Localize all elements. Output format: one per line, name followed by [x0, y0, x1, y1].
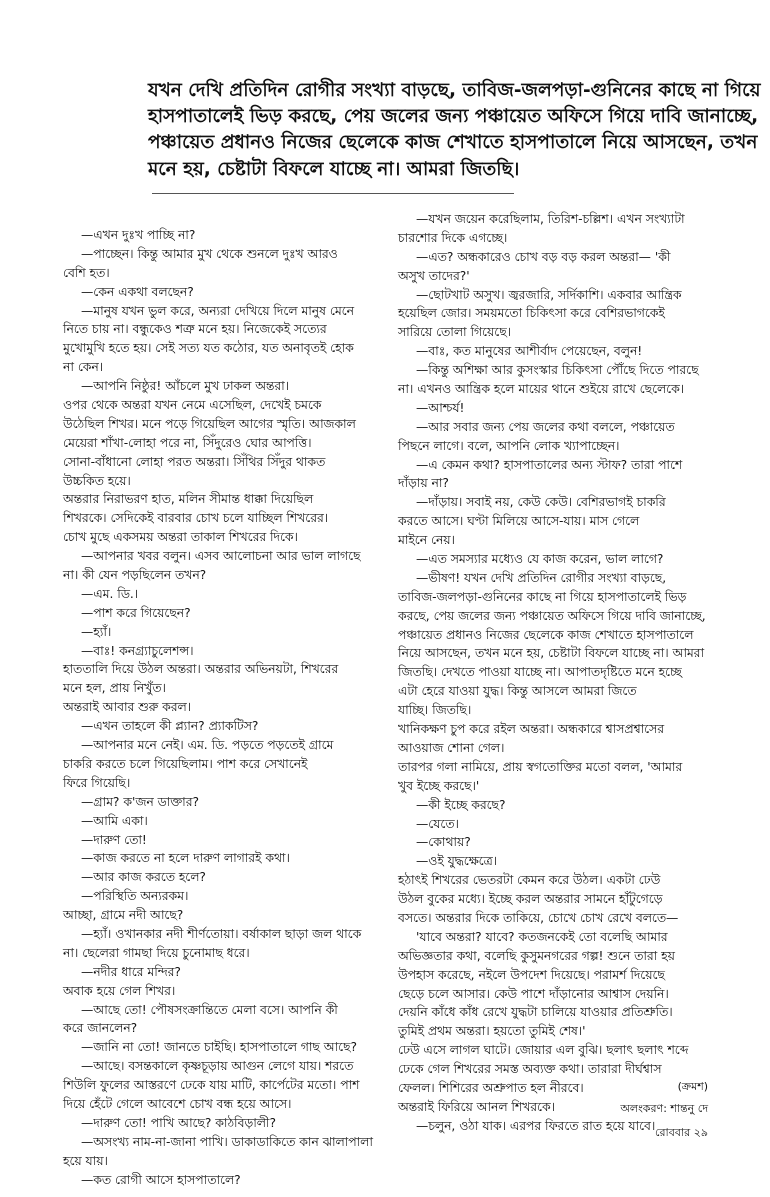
text-line: বেশি হত। [63, 265, 110, 280]
text-line: —ভীষণ! যখন দেখি প্রতিদিন রোগীর সংখ্যা বাড়ছে, [416, 570, 667, 585]
text-line: পিছনে লাগে। বলে, আপনি লোক খ্যাপাচ্ছেন। [398, 438, 620, 453]
text-line: এটা হেরে যাওয়া যুদ্ধ। কিন্তু আসলে আমরা জিতে [398, 684, 637, 699]
pull-quote-line: যখন দেখি প্রতিদিন রোগীর সংখ্যা বাড়ছে, তাবিজ-জলপড়া-গুনিনের কাছে না গিয়ে [148, 80, 761, 101]
text-line: 'যাবে অন্তরা? যাবে? কতজনকেই তো বলেছি আমার [416, 929, 668, 944]
text-line: হয়েছিল জোর। সময়মতো চিকিৎসা করে বেশিরভাগকেই [398, 306, 665, 321]
text-line: —কাজ করতে না হলে দারুণ লাগারই কথা। [81, 851, 290, 866]
text-line: নিতে চায় না। বন্ধুকেও শত্রু মনে হয়। নিজেকেই সত্যের [63, 322, 327, 337]
text-line: —যেতে। [416, 816, 459, 831]
text-line: —আপনার মনে নেই। এম. ডি. পড়তে পড়তেই গ্রামে [81, 738, 334, 753]
text-line: ফেলল। শিশিরের অশ্রুপাত হল নীরবে। [398, 1080, 584, 1095]
pull-quote-line: হাসপাতালেই ভিড় করছে, পেয় জলের জন্য পঞ্চায়েত অফিসে গিয়ে দাবি জানাচ্ছে, [148, 106, 759, 128]
text-line: মনে হল, প্রায় নিখুঁত। [63, 681, 166, 696]
text-line: —পাশ করে গিয়েছেন? [81, 605, 191, 620]
text-line: না। কী যেন পড়ছিলেন তখন? [63, 568, 207, 583]
text-line: —এ কেমন কথা? হাসপাতালের অন্য স্টাফ? তারা পাশে [416, 457, 683, 472]
text-line: —দারুণ তো! পাখি আছে? কাঠবিড়ালী? [81, 1115, 276, 1130]
page-label: রোববার ২৯ [655, 1126, 708, 1139]
text-line: শিউলি ফুলের আস্তরণে ঢেকে যায় মাটি, কার্পেটের মতো। পাশ [63, 1078, 360, 1093]
text-line: না। এখনও আন্ত্রিক হলে মায়ের থানে শুইয়ে রাখে ছেলেকে। [398, 382, 685, 397]
text-line: —কেন একথা বলছেন? [81, 284, 194, 299]
text-line: —কোথায়? [416, 835, 471, 850]
text-line: যাচ্ছি। জিতছি। [398, 703, 472, 718]
text-line: অসুখ তাদের?' [398, 268, 470, 283]
serial-note: (ক্রমশ) [677, 1080, 708, 1093]
text-line: না। ছেলেরা গামছা দিয়ে চুনোমাছ ধরে। [63, 945, 250, 960]
text-line: —বাঃ! কনগ্র্যাচুলেশন্স। [81, 643, 194, 658]
text-line: ঢেউ এসে লাগল ঘাটে। জোয়ার এল বুঝি। ছলাৎ ছলাৎ শব্দে [398, 1043, 689, 1058]
text-line: দাঁড়ায় না? [398, 476, 449, 491]
text-line: সারিয়ে তোলা গিয়েছে। [398, 325, 512, 340]
text-line: করে জানলেন? [63, 1021, 138, 1036]
text-line: —এখন দুঃখ পাচ্ছি না? [81, 228, 196, 242]
text-line: ফিরে গিয়েছি। [63, 775, 131, 790]
text-line: —কিন্তু অশিক্ষা আর কুসংস্কার চিকিৎসা পৌঁছে দিতে পারছে [416, 363, 699, 378]
text-line: —ছোটখাট অসুখ। জ্বরজারি, সর্দিকাশি। একবার আন্ত্রিক [416, 287, 682, 302]
text-line: —মানুষ যখন ভুল করে, অন্যরা দেখিয়ে দিলে মানুষ মেনে [81, 303, 354, 318]
text-line: তুমিই প্রথম অন্তরা। হয়তো তুমিই শেষ।' [398, 1024, 586, 1039]
text-line: মাইনে নেয়। [398, 533, 455, 548]
text-line: চাকরি করতে চলে গিয়েছিলাম। পাশ করে সেখানেই [63, 756, 308, 771]
text-line: —আমি একা। [81, 813, 148, 828]
text-line: উপহাস করেছে, নইলে উপদেশ দিয়েছে। পরামর্শ দিয়েছে [398, 967, 665, 982]
text-line: উঠল বুকের মধ্যে। ইচ্ছে করল অন্তরার সামনে হাঁটুগেড়ে [398, 892, 663, 907]
text-line: —আছে। বসন্তকালে কৃষ্ণচূড়ায় আগুন লেগে যায়। শরতে [81, 1059, 354, 1074]
text-line: —ওই যুদ্ধক্ষেত্রে। [416, 854, 498, 869]
text-line: —গ্রাম? ক'জন ডাক্তার? [81, 794, 199, 809]
text-line: —চলুন, ওঠা যাক। এরপর ফিরতে রাত হয়ে যাবে। [416, 1118, 656, 1133]
text-line: তারপর গলা নামিয়ে, প্রায় স্বগতোক্তির মতো বলল, 'আমার [398, 759, 683, 774]
text-line: —আপনার খবর বলুন। এসব আলোচনা আর ভাল লাগছে [81, 549, 361, 564]
text-line: অন্তরাই আবার শুরু করল। [63, 700, 192, 715]
text-line: করতে আসে। ঘণ্টা মিলিয়ে আসে-যায়। মাস গেলে [398, 514, 640, 529]
text-line: বসতে। অন্তরার দিকে তাকিয়ে, চোখে চোখ রেখে বলতে— [398, 910, 679, 925]
text-line: মেয়েরা শাঁখা-লোহা পরে না, সিঁদুরেও ঘোর আপত্তি। [63, 435, 312, 450]
text-line: —বাঃ, কত মানুষের আশীর্বাদ পেয়েছেন, বলুন! [416, 344, 643, 359]
text-line: —আশ্চর্য! [416, 400, 465, 415]
text-line: —আছে তো! পৌষসংক্রান্তিতে মেলা বসে। আপনি কী [81, 1002, 338, 1017]
text-line: দিয়ে হেঁটে গেলে আবেশে চোখ বন্ধ হয়ে আসে। [63, 1096, 292, 1111]
text-line: —যখন জয়েন করেছিলাম, তিরিশ-চল্লিশ। এখন সংখ্যাটা [416, 212, 685, 226]
text-line: —আপনি নিষ্ঠুর! আঁচলে মুখ ঢাকল অন্তরা। [81, 379, 290, 394]
text-line: জিতছি। দেখতে পাওয়া যাচ্ছে না। আপাতদৃষ্টিতে মনে হচ্ছে [398, 665, 682, 680]
text-line: দেয়নি কাঁধে কাঁধ রেখে যুদ্ধটা চালিয়ে যাওয়ার প্রতিশ্রুতি। [398, 1005, 673, 1020]
text-line: আওয়াজ শোনা গেল। [398, 740, 505, 755]
illustration-credit: অলংকরণ: শান্তনু দে [620, 1102, 708, 1115]
text-line: অভিজ্ঞতার কথা, বলেছি কুসুমনগরের গল্প! শুনে তারা হয় [398, 948, 675, 963]
text-line: উচ্চকিত হয়ে। [63, 473, 131, 488]
text-line: নিয়ে আসছেন, তখন মনে হয়, চেষ্টাটা বিফলে যাচ্ছে না। আমরা [398, 646, 705, 661]
text-line: —অসংখ্য নাম-না-জানা পাখি। ডাকাডাকিতে কান ঝালাপালা [81, 1134, 373, 1149]
text-line: —নদীর ধারে মন্দির? [81, 964, 181, 979]
text-line: ঢেকে গেল শিখরের সমস্ত অব্যক্ত কথা। তারারা দীর্ঘশ্বাস [398, 1062, 662, 1077]
text-line: করছে, পেয় জলের জন্য পঞ্চায়েত অফিসে গিয়ে দাবি জানাচ্ছে, [398, 608, 706, 623]
text-line: অন্তরাই ফিরিয়ে আনল শিখরকে। [398, 1099, 555, 1114]
text-line: অন্তরার নিরাভরণ হাত, মলিন সীমান্ত ধাক্কা দিয়েছিল [63, 492, 314, 507]
text-line: ছেড়ে চলে আসার। কেউ পাশে দাঁড়ানোর আশ্বাস দেয়নি। [398, 986, 669, 1001]
text-line: —আর কাজ করতে হলে? [81, 870, 206, 885]
text-line: খুব ইচ্ছে করছে।' [398, 778, 480, 793]
pull-quote-line: পঞ্চায়েত প্রধানও নিজের ছেলেকে কাজ শেখাতে হাসপাতালে নিয়ে আসছেন, তখন [148, 132, 758, 154]
text-line: আচ্ছা, গ্রামে নদী আছে? [63, 908, 184, 923]
text-line: না কেন। [63, 360, 104, 375]
text-line: অবাক হয়ে গেল শিখর। [63, 983, 176, 998]
text-line: তাবিজ-জলপড়া-গুনিনের কাছে না গিয়ে হাসপাতালেই ভিড় [398, 589, 687, 604]
pull-quote-line: মনে হয়, চেষ্টাটা বিফলে যাচ্ছে না। আমরা জিতছি। [148, 158, 520, 180]
text-line: —এত সমস্যার মধ্যেও যে কাজ করেন, ভাল লাগে? [416, 552, 664, 567]
text-line: —দারুণ তো! [81, 832, 147, 847]
text-line: —জানি না তো! জানতে চাইছি। হাসপাতালে গাছ আছে? [81, 1040, 358, 1055]
pull-quote-divider [152, 193, 514, 194]
text-line: সোনা-বাঁধানো লোহা পরত অন্তরা। সিঁথির সিঁদুর থাকত [63, 454, 326, 469]
text-line: ওপর থেকে অন্তরা যখন নেমে এসেছিল, দেখেই চমকে [63, 398, 322, 413]
text-line: হঠাৎই শিখরের ভেতরটা কেমন করে উঠল। একটা ঢেউ [398, 873, 661, 888]
text-line: —এত? অন্ধকারেও চোখ বড় বড় করল অন্তরা— 'কী [416, 249, 671, 264]
text-line: —এখন তাহলে কী প্ল্যান? প্র্যাকটিস? [81, 719, 259, 734]
text-line: —এম. ডি.। [81, 586, 139, 601]
story-column-left [63, 226, 373, 1189]
story-column-right [398, 210, 710, 1136]
text-line: চারশোর দিকে এগচ্ছে। [398, 230, 508, 245]
text-line: —পাচ্ছেন। কিন্তু আমার মুখ থেকে শুনলে দুঃখ আরও [81, 246, 338, 261]
pull-quote [148, 78, 761, 183]
text-line: —হ্যাঁ। [81, 624, 112, 639]
text-line: শিখরকে। সেদিকেই বারবার চোখ চলে যাচ্ছিল শিখরের। [63, 511, 329, 526]
text-line: হয়ে যায়। [63, 1153, 108, 1168]
text-line: চোখ মুছে একসময় অন্তরা তাকাল শিখরের দিকে। [63, 530, 298, 545]
text-line: হাততালি দিয়ে উঠল অন্তরা। অন্তরার অভিনয়টা, শিখরের [63, 662, 339, 677]
text-line: উঠেছিল শিখর। মনে পড়ে গিয়েছিল আগের স্মৃতি। আজকাল [63, 416, 356, 431]
text-line: মুখোমুখি হতে হয়। সেই সত্য যত কঠোর, যত অনাবৃতই হোক [63, 341, 354, 356]
text-line: —দাঁড়ায়। সবাই নয়, কেউ কেউ। বেশিরভাগই চাকরি [416, 495, 666, 510]
text-line: খানিকক্ষণ চুপ করে রইল অন্তরা। অন্ধকারে শ্বাসপ্রশ্বাসের [398, 722, 664, 737]
text-line: —পরিস্থিতি অন্যরকম। [81, 889, 189, 904]
text-line: —আর সবার জন্য পেয় জলের কথা বললে, পঞ্চায়েত [416, 419, 675, 434]
text-line: —কী ইচ্ছে করছে? [416, 797, 506, 812]
text-line: —হ্যাঁ। ওখানকার নদী শীর্ণতোয়া। বর্ষাকাল ছাড়া জল থাকে [81, 926, 362, 941]
text-line: —কত রোগী আসে হাসপাতালে? [81, 1172, 241, 1187]
text-line: পঞ্চায়েত প্রধানও নিজের ছেলেকে কাজ শেখাতে হাসপাতালে [398, 627, 694, 642]
